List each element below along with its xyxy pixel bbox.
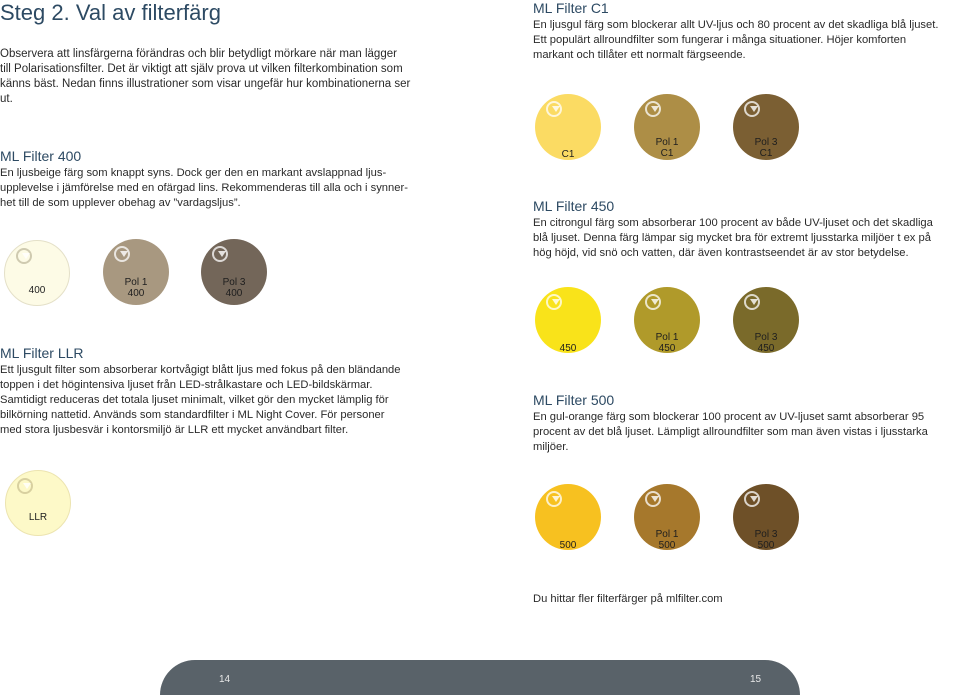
ml-logo-icon [744,101,760,117]
description-line: Ett ljusgult filter som absorberar kortvågigt blått ljus med fokus på den bländande [0,364,401,376]
description-line: upplevelse i jämförelse med en ofärgad lins. Rekommenderas till alla och i synner- [0,182,408,194]
filter-400-description [0,166,470,211]
swatch-label: C1 [660,148,674,159]
swatch-label-pol: Pol 3 [754,529,778,540]
description-line: Ett populärt allroundfilter som fungerar i många situationer. Höjer komforten [533,34,907,46]
ml-logo-icon [546,101,562,117]
swatch-label: C1 [561,149,575,160]
swatch-500 [535,484,601,550]
footer-band [160,660,800,695]
description-line: hög höjd, vid snö och vatten, där även kontrastseendet är av stor betydelse. [533,247,909,259]
swatch-llr [5,470,71,536]
footer-link[interactable]: Du hittar fler filterfärger på mlfilter.com [533,593,723,605]
swatch-400 [4,240,70,306]
ml-logo-icon [16,248,32,264]
swatch-label-pol: Pol 3 [754,137,778,148]
intro-line: till Polarisationsfilter. Det är viktigt att själv prova ut vilken filterkombination som [0,63,403,75]
swatch-c1-pol1 [634,94,700,160]
page-title: Steg 2. Val av filterfärg [0,0,221,25]
ml-logo-icon [546,294,562,310]
description-line: En citrongul färg som absorberar 100 procent av både UV-ljuset och det skadliga [533,217,933,229]
ml-logo-icon [114,246,130,262]
filter-llr-description [0,363,470,438]
swatch-label-pol: Pol 3 [754,332,778,343]
page-number-left: 14 [219,674,231,685]
filter-c1-heading: ML Filter C1 [533,0,609,16]
swatch-label: LLR [28,512,48,523]
swatch-label: 450 [559,343,577,354]
description-line: procent av det blå ljuset. Lämpligt allroundfilter som man även vistas i ljusstarka [533,426,928,438]
filter-500-heading: ML Filter 500 [533,392,615,408]
swatch-label: 400 [28,285,46,296]
swatch-450 [535,287,601,353]
swatch-label: 400 [127,288,145,299]
ml-logo-icon [645,491,661,507]
swatch-label-pol: Pol 3 [222,277,246,288]
description-line: het till de som upplever obehag av ”vardagsljus”. [0,197,241,209]
filter-450-heading: ML Filter 450 [533,198,615,214]
swatch-label: 450 [658,343,676,354]
description-line: toppen i det högintensiva ljuset från LED-strålkastare och LED-bildskärmar. [0,379,373,391]
ml-logo-icon [744,491,760,507]
ml-logo-icon [212,246,228,262]
description-line: En ljusgul färg som blockerar allt UV-ljus och 80 procent av det skadliga blå ljuset. [533,19,939,31]
intro-text [0,47,470,107]
filter-500-description [533,410,958,455]
swatch-label: 500 [757,540,775,551]
swatch-450-pol3 [733,287,799,353]
description-line: En ljusbeige färg som knappt syns. Dock ger den en markant avslappnad ljus- [0,167,387,179]
ml-logo-icon [17,478,33,494]
ml-logo-icon [645,101,661,117]
swatch-label: C1 [759,148,773,159]
swatch-c1-pol3 [733,94,799,160]
intro-line: känns bäst. Nedan finns illustrationer som visar ungefär hur kombinationerna ser [0,78,411,90]
intro-line: Observera att linsfärgerna förändras och blir betydligt mörkare när man lägger [0,48,397,60]
description-line: med stora ljusbesvär i kontorsmiljö är LLR ett mycket användbart filter. [0,424,349,436]
ml-logo-icon [546,491,562,507]
swatch-label: 500 [559,540,577,551]
filter-400-heading: ML Filter 400 [0,148,82,164]
swatch-label: 500 [658,540,676,551]
description-line: miljöer. [533,441,569,453]
filter-c1-description [533,18,958,63]
swatch-400-pol1 [103,239,169,305]
filter-llr-heading: ML Filter LLR [0,345,84,361]
swatch-450-pol1 [634,287,700,353]
ml-logo-icon [645,294,661,310]
swatch-label-pol: Pol 1 [124,277,148,288]
description-line: Samtidigt reduceras det totala ljuset minimalt, vilket gör den mycket lämplig för [0,394,389,406]
description-line: blå ljuset. Denna färg lämpar sig mycket bra för extremt ljusstarka miljöer t ex på [533,232,931,244]
ml-logo-icon [744,294,760,310]
swatch-c1 [535,94,601,160]
page-number-right: 15 [750,674,762,685]
swatch-400-pol3 [201,239,267,305]
swatch-500-pol1 [634,484,700,550]
swatch-label-pol: Pol 1 [655,332,679,343]
swatch-500-pol3 [733,484,799,550]
swatch-label-pol: Pol 1 [655,529,679,540]
description-line: markant och tillåter ett normalt färgseende. [533,49,746,61]
swatch-label: 400 [225,288,243,299]
filter-450-description [533,216,958,261]
description-line: En gul-orange färg som blockerar 100 procent av UV-ljuset samt absorberar 95 [533,411,925,423]
intro-line: ut. [0,93,13,105]
swatch-label: 450 [757,343,775,354]
description-line: bilkörning nattetid. Används som standardfilter i ML Night Cover. För personer [0,409,385,421]
swatch-label-pol: Pol 1 [655,137,679,148]
